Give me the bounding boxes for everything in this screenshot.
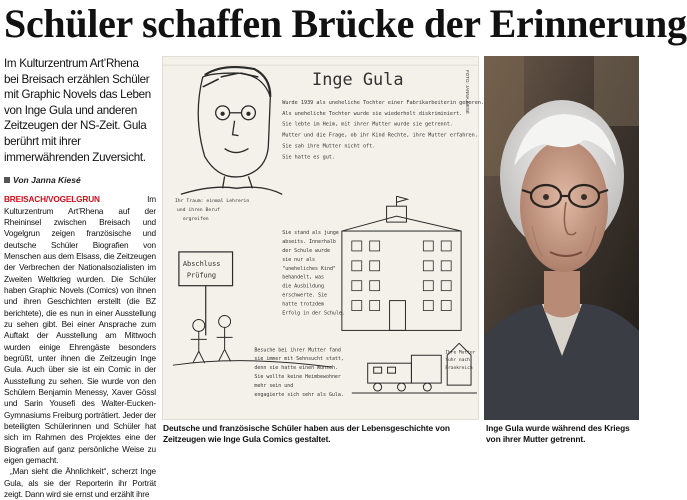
comic-caption: Deutsche und französische Schüler haben aus der Lebensgeschichte von Zeitzeugen wie Inge Gula Comics gestaltet.	[163, 423, 450, 444]
svg-text:hatte trotzdem: hatte trotzdem	[282, 301, 324, 308]
svg-text:die Ausbildung: die Ausbildung	[282, 283, 324, 290]
svg-text:Als uneheliche Tochter wurde s: Als uneheliche Tochter wurde sie wiederholt diskriminiert.	[282, 110, 463, 117]
article-text-column	[4, 56, 156, 500]
svg-text:Ihr Traum: einmal Lehrerin: Ihr Traum: einmal Lehrerin	[174, 199, 250, 205]
svg-text:Ihre Mutter: Ihre Mutter	[445, 350, 476, 356]
dateline: BREISACH/VOGELGRUN	[4, 195, 100, 205]
svg-text:Sie sah ihre Mutter nicht oft.: Sie sah ihre Mutter nicht oft.	[282, 143, 376, 150]
portrait-photo	[484, 56, 639, 420]
svg-text:"uneheliches Kind": "uneheliches Kind"	[282, 265, 336, 272]
svg-text:behandelt, was: behandelt, was	[282, 274, 324, 281]
svg-text:Sie stand als junge: Sie stand als junge	[282, 230, 339, 237]
svg-text:Prüfung: Prüfung	[186, 271, 217, 280]
body-paragraph-1	[4, 194, 156, 466]
svg-text:Wurde 1939 als uneheliche Toch: Wurde 1939 als uneheliche Tochter einer Fabrikarbeiterin geboren.	[282, 99, 485, 106]
article-body	[4, 194, 156, 500]
comic-drawing	[163, 57, 485, 419]
svg-text:erschwerte. Sie: erschwerte. Sie	[282, 292, 327, 299]
headline: Schüler schaffen Brücke der Erinnerung	[4, 1, 687, 46]
svg-text:sie nur als: sie nur als	[282, 256, 316, 263]
svg-text:Sie wollte keine Heimbewohner: Sie wollte keine Heimbewohner	[254, 374, 341, 381]
byline	[4, 175, 156, 185]
body-paragraph-1-text: Im Kulturzentrum Art’Rhena auf der Rheininsel zwischen Breisach und Vogelgrun zeigen französische und deutsche Schüler Biografien von Menschen aus dem Elsass, die Zeitzeugen der Verbrechen der Nationalsozialisten im Zweiten Weltkrieg wurden. Die Schüler haben Graphic Novels (Comics) von ihnen und ihren Geschichten erstellt (die BZ berichtete), die es nun in einer Ausstellung zu sehen gibt. Bei einer Ansprache zum Auftakt der Ausstellung am Mittwoch wurden einige Ehrengäste besonders begrüßt, unter ihnen die Zeitzeugin Inge Gula. Auch über sie ist ein Comic in der Ausstellung zu sehen. Sie wurde von den Schülern Benjamin Menessy, Xaver Gössl und Sarin Yousefi des Walter-Eucken-Gymnasiums Freiburg porträtiert. Jeder der beteiligten Schülerinnen und Schüler hat sich im Rahmen des Projektes eine der Biografien auf ganz persönliche Weise zu eigen gemacht.	[4, 195, 156, 466]
svg-text:Frankreich: Frankreich	[445, 366, 473, 372]
svg-text:der Schule wurde: der Schule wurde	[282, 247, 330, 254]
svg-text:abseits. Innerhalb: abseits. Innerhalb	[282, 238, 336, 245]
body-paragraph-2: „Man sieht die Ähnlichkeit“, scherzt Inge Gula, als sie der Reporterin ihr Porträt zeigt. Dann wird sie ernst und erzählt ihre	[4, 467, 156, 500]
svg-text:Sie hatte es gut.: Sie hatte es gut.	[282, 154, 336, 161]
byline-author: Von Janna Kiesé	[13, 175, 81, 186]
svg-text:fuhr nach: fuhr nach	[445, 358, 470, 364]
svg-text:denn sie hatte einen Wunsch.: denn sie hatte einen Wunsch.	[254, 365, 338, 372]
svg-text:Abschluss: Abschluss	[182, 259, 221, 268]
svg-text:mehr sein und: mehr sein und	[254, 383, 294, 390]
svg-text:sie immer mit Sehnsucht statt,: sie immer mit Sehnsucht statt,	[254, 356, 344, 363]
photo-credit: FOTO: JANNA KIESÉ	[465, 70, 470, 114]
photo-caption: Inge Gula wurde während des Kriegs von ihrer Mutter getrennt.	[486, 423, 630, 444]
comic-illustration	[162, 56, 485, 420]
svg-text:Besuche bei ihrer Mutter fand: Besuche bei ihrer Mutter fand	[254, 347, 341, 354]
svg-text:engagierte sich sehr als Gula.: engagierte sich sehr als Gula.	[254, 391, 344, 398]
svg-text:Sie lebte im Heim, mit ihrer M: Sie lebte im Heim, mit ihrer Mutter wurde sie getrennt.	[282, 121, 453, 128]
byline-marker-icon	[4, 177, 10, 183]
portrait-drawing	[484, 56, 639, 420]
svg-text:Mutter und die Frage, ob ihr K: Mutter und die Frage, ob ihr Kind Rechte, ihre Mutter erfahren.	[282, 132, 478, 139]
svg-text:ergreifen: ergreifen	[182, 217, 209, 223]
comic-title: Inge Gula	[312, 68, 404, 89]
svg-text:und ihren Beruf: und ihren Beruf	[176, 208, 220, 214]
svg-text:Erfolg in der Schule.: Erfolg in der Schule.	[282, 310, 345, 317]
teaser: Im Kulturzentrum Art’Rhena bei Breisach erzählen Schüler mit Graphic Novels das Leben von Inge Gula und anderen Zeitzeugen der NS-Zeit. Gula berührt mit ihrer immerwährenden Zuversicht.	[4, 57, 151, 164]
